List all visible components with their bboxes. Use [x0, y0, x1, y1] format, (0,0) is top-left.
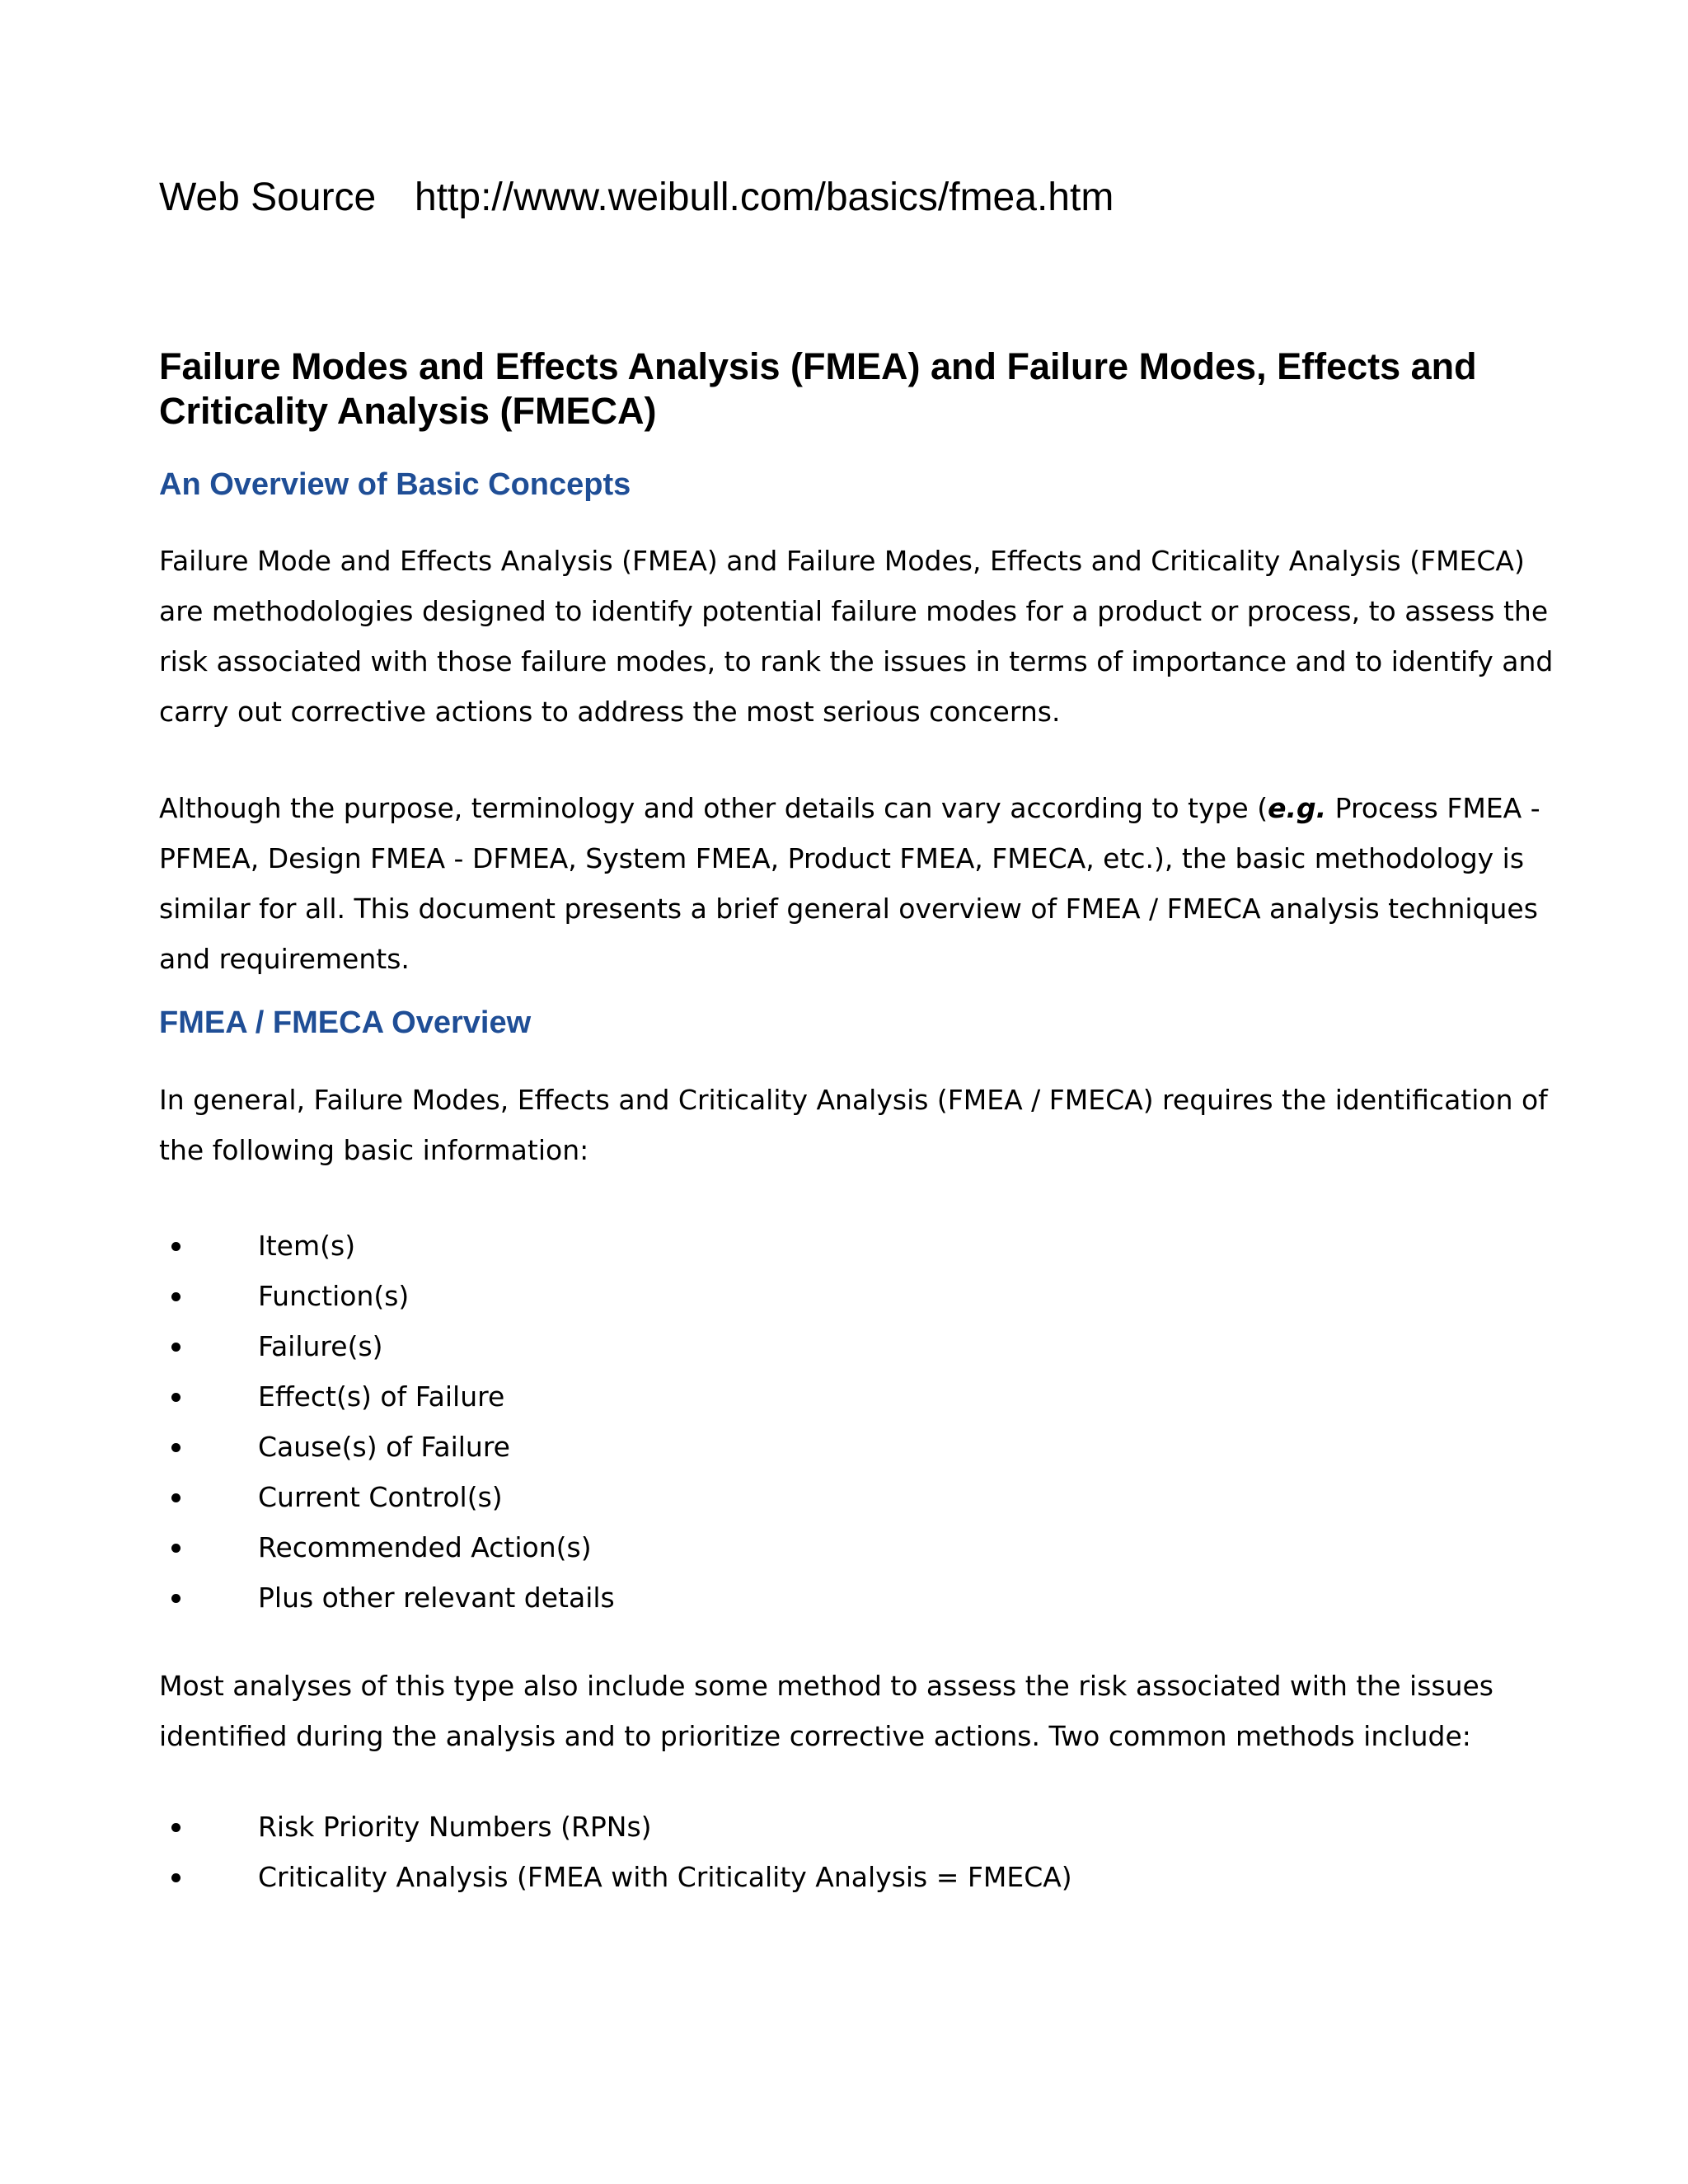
fmea-intro-paragraph: In general, Failure Modes, Effects and Criticality Analysis (FMEA / FMECA) requires the identification of the following basic information: — [159, 1084, 1548, 1166]
list-item: Cause(s) of Failure — [159, 1422, 615, 1472]
bullet-icon — [171, 1493, 181, 1502]
basic-info-list — [159, 1221, 615, 1623]
list-item: Failure(s) — [159, 1321, 615, 1371]
paragraph-2-start: Although the purpose, terminology and other details can vary according to type ( — [159, 792, 1268, 824]
fmea-overview-heading: FMEA / FMECA Overview — [159, 1005, 532, 1040]
overview-paragraph-1: Failure Mode and Effects Analysis (FMEA) and Failure Modes, Effects and Criticality Analysis (FMECA) are methodologies designed to identify potential failure modes for a product or process, to assess the risk associated with those failure modes, to rank the issues in terms of importance and to identify and carry out corrective actions to address the most serious concerns. — [159, 545, 1554, 728]
web-source-label: Web Source — [159, 176, 377, 219]
overview-paragraph-2 — [159, 783, 1560, 984]
overview-heading: An Overview of Basic Concepts — [159, 467, 631, 502]
list-item: Effect(s) of Failure — [159, 1371, 615, 1422]
list-item: Current Control(s) — [159, 1472, 615, 1522]
bullet-icon — [171, 1292, 181, 1301]
list-item: Criticality Analysis (FMEA with Criticality Analysis = FMECA) — [159, 1852, 1072, 1902]
bullet-icon — [171, 1823, 181, 1832]
bullet-icon — [171, 1343, 181, 1352]
list-item: Risk Priority Numbers (RPNs) — [159, 1802, 1072, 1852]
risk-methods-list — [159, 1802, 1072, 1902]
list-item: Recommended Action(s) — [159, 1522, 615, 1572]
list-item: Function(s) — [159, 1271, 615, 1321]
bullet-icon — [171, 1393, 181, 1402]
document-title: Failure Modes and Effects Analysis (FMEA) and Failure Modes, Effects and Criticality Analysis (FMECA) — [159, 345, 1477, 432]
eg-emphasis: e.g. — [1268, 792, 1327, 824]
paragraph-2-end: Process FMEA - PFMEA, Design FMEA - DFMEA, System FMEA, Product FMEA, FMECA, etc.), the basic methodology is similar for all. This document presents a brief general overview of FMEA / FMECA analysis techniques and requirements. — [159, 792, 1540, 975]
bullet-icon — [171, 1873, 181, 1882]
bullet-icon — [171, 1544, 181, 1553]
list-item: Item(s) — [159, 1221, 615, 1271]
risk-paragraph: Most analyses of this type also include some method to assess the risk associated with the issues identified during the analysis and to prioritize corrective actions. Two common methods include: — [159, 1670, 1493, 1752]
bullet-icon — [171, 1242, 181, 1251]
list-item: Plus other relevant details — [159, 1572, 615, 1623]
web-source-url[interactable]: http://www.weibull.com/basics/fmea.htm — [415, 176, 1114, 219]
bullet-icon — [171, 1594, 181, 1603]
web-source-line — [159, 173, 1114, 223]
bullet-icon — [171, 1443, 181, 1452]
